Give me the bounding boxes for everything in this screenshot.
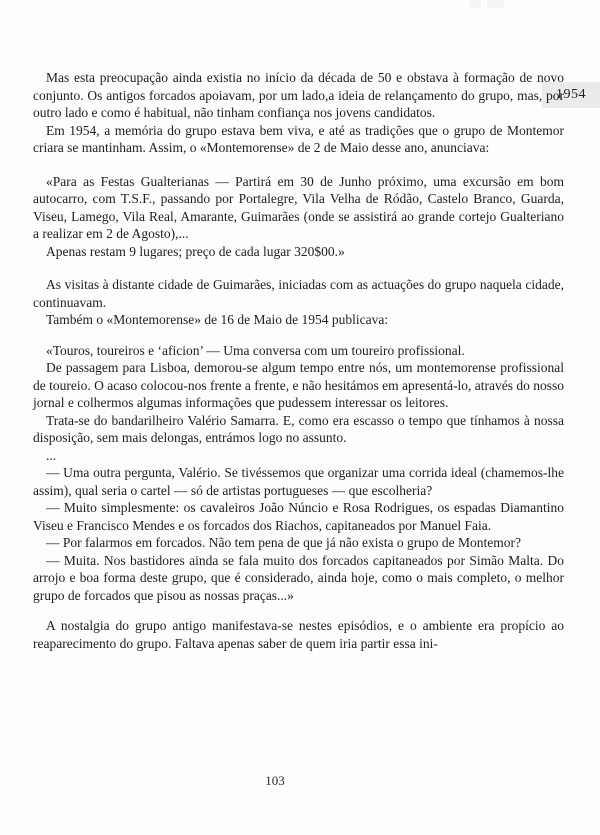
scan-artifact [470,0,481,8]
interview-question: — Uma outra pergunta, Valério. Se tivéssemos que organizar uma corrida ideal (chamemos-lhe assim), qual seria o cartel — só de artistas portugueses — que escolheria? [33,465,564,498]
interview-question: — Por falarmos em forcados. Não tem pena de que já não exista o grupo de Montemor? [46,535,521,550]
newspaper-quote-interview: «Touros, toureiros e ‘aficion’ — Uma conversa com um toureiro profissional. [46,342,465,358]
interview-answer: — Muito simplesmente: os cavaleiros João Núncio e Rosa Rodrigues, os espadas Diamantino Viseu e Francisco Mendes e os forcados dos Riachos, capitaneados por Manuel Faia. [33,500,564,533]
paragraph-body: Também o «Montemorense» de 16 de Maio de 1954 publicava: [46,312,389,327]
newspaper-quote-announcement: Apenas restam 9 lugares; preço de cada lugar 320$00.» [46,243,345,259]
paragraph-body: Em 1954, a memória do grupo estava bem viva, e até as tradições que o grupo de Montemor criara se mantinham. Assim, o «Montemorense» de 2 de Maio desse ano, anunciava: [33,122,564,155]
paragraph-body: As visitas à distante cidade de Guimarães, iniciadas com as actuações do grupo naquela cidade, continuavam. [33,277,564,310]
newspaper-quote-interview: Trata-se do bandarilheiro Valério Samarra. E, como era escasso o tempo que tínhamos à nossa disposição, sem mais delongas, entrámos logo no assunto. [33,412,564,445]
margin-year-tab: 1954 [542,82,600,108]
interview-answer: — Muita. Nos bastidores ainda se fala muito dos forcados capitaneados por Simão Malta. Do arrojo e boa forma deste grupo, que é considerado, ainda hoje, como o mais completo, o melhor grupo de forcados que pisou as nossas praças...» [33,552,564,603]
paragraph-body: Mas esta preocupação ainda existia no início da década de 50 e obstava à formação de novo conjunto. Os antigos forcados apoiavam, por um lado,a ideia de relançamento do grupo, mas, por outro lado e como é habitual, não tinham confiança nos jovens candidatos. [33,70,564,120]
page-number: 103 [265,773,285,788]
scan-artifact [487,0,504,8]
page-text [33,69,564,652]
newspaper-quote-interview: De passagem para Lisboa, demorou-se algum tempo entre nós, um montemorense profissional de toureio. O acaso colocou-nos frente a frente, e não hesitámos em apresentá-lo, através do nosso jornal e colhermos algumas informações que pudessem interessar os leitores. [33,360,564,410]
paragraph-body: A nostalgia do grupo antigo manifestava-se nestes episódios, e o ambiente era propício ao reaparecimento do grupo. Faltava apenas saber de quem iria partir essa ini- [33,618,564,651]
newspaper-quote-announcement: «Para as Festas Gualterianas — Partirá em 30 de Junho próximo, uma excursão em bom autocarro, com T.S.F., passando por Portalegre, Vila Velha de Ródão, Castelo Branco, Guarda, Viseu, Lamego, Vila Real, Amarante, Guimarães (onde se assistirá ao grande cortejo Gualteriano a realizar em 2 de Agosto),... [33,173,564,241]
ellipsis-line: ... [46,447,57,463]
